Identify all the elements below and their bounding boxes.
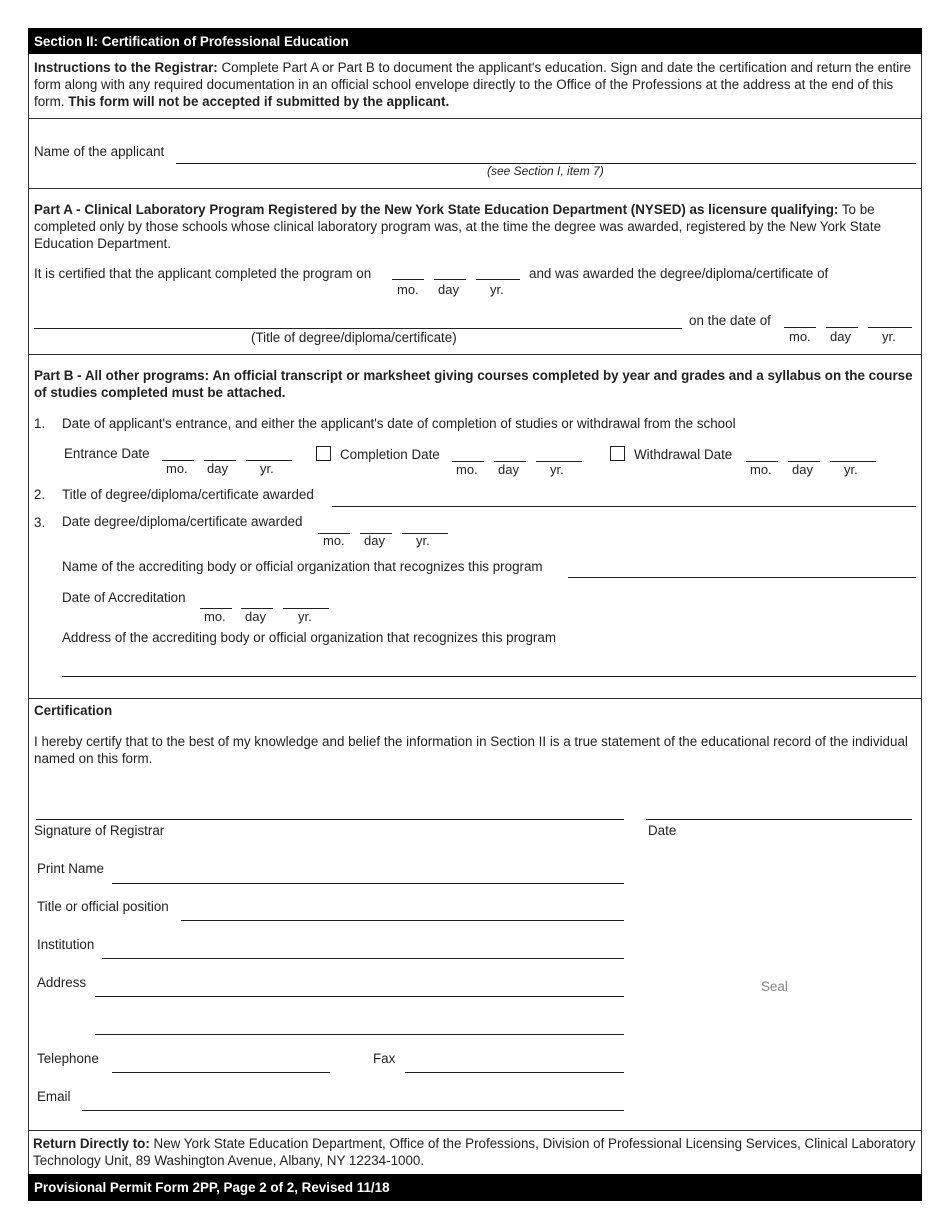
print-name-field[interactable]: [112, 883, 624, 884]
part-b-item2-text: Title of degree/diploma/certificate awarded: [62, 487, 314, 502]
item-number: 2.: [34, 487, 46, 502]
print-name-label: Print Name: [37, 861, 104, 876]
part-a-certified-text: It is certified that the applicant completed the program on: [34, 266, 372, 281]
divider: [28, 354, 922, 355]
certification-heading: Certification: [34, 703, 113, 718]
title-position-field[interactable]: [181, 920, 624, 921]
item-number: 1.: [34, 416, 46, 431]
accrediting-body-label: Name of the accrediting body or official organization that recognizes this program: [62, 559, 543, 574]
address-field-line1[interactable]: [95, 996, 624, 997]
divider: [28, 698, 922, 699]
day-caption: day: [830, 329, 851, 344]
instructions-text: [34, 59, 914, 110]
day-caption: day: [498, 462, 519, 477]
day-caption: day: [245, 609, 266, 624]
yr-caption: yr.: [882, 329, 896, 344]
yr-caption: yr.: [490, 282, 504, 297]
footer-bar: Provisional Permit Form 2PP, Page 2 of 2, Revised 11/18: [28, 1174, 922, 1201]
part-b-heading: Part B - All other programs: An official transcript or marksheet giving courses completed by year and grades and a syllabus on the course of studies completed must be attached.: [34, 368, 913, 400]
accrediting-address-field[interactable]: [62, 676, 916, 677]
completion-date-label: Completion Date: [340, 447, 440, 462]
mo-caption: mo.: [204, 609, 226, 624]
applicant-name-hint: (see Section I, item 7): [487, 164, 604, 178]
part-a-on-date-label: on the date of: [689, 313, 771, 328]
day-caption: day: [364, 533, 385, 548]
part-b-item1-text: Date of applicant's entrance, and either the applicant's date of completion of studies or withdrawal from the school: [62, 416, 736, 431]
address-field-line2[interactable]: [95, 1034, 624, 1035]
instructions-lead: Instructions to the Registrar:: [34, 60, 218, 75]
accreditation-date-label: Date of Accreditation: [62, 590, 186, 605]
part-a-completion-yr-field[interactable]: [476, 279, 520, 280]
mo-caption: mo.: [166, 461, 188, 476]
degree-title-field[interactable]: [332, 506, 916, 507]
seal-placeholder: Seal: [761, 979, 788, 994]
day-caption: day: [438, 282, 459, 297]
yr-caption: yr.: [550, 462, 564, 477]
part-a-awarded-text: and was awarded the degree/diploma/certificate of: [529, 266, 829, 281]
instructions-warning: This form will not be accepted if submitted by the applicant.: [68, 94, 450, 109]
day-caption: day: [207, 461, 228, 476]
day-caption: day: [792, 462, 813, 477]
applicant-name-label: Name of the applicant: [34, 144, 165, 159]
part-a-title-caption: (Title of degree/diploma/certificate): [251, 330, 457, 345]
part-a-completion-day-field[interactable]: [434, 279, 466, 280]
divider: [28, 188, 922, 189]
yr-caption: yr.: [298, 609, 312, 624]
certification-statement: I hereby certify that to the best of my knowledge and belief the information in Section II is a true statement of the educational record of the individual named on this form.: [34, 734, 908, 766]
yr-caption: yr.: [260, 461, 274, 476]
item-number: 3.: [34, 515, 46, 530]
return-address: [33, 1135, 917, 1169]
institution-field[interactable]: [102, 958, 624, 959]
date-field[interactable]: [646, 819, 912, 820]
mo-caption: mo.: [323, 533, 345, 548]
return-body: New York State Education Department, Office of the Professions, Division of Professional Licensing Services, Clinical Laboratory Technology Unit, 89 Washington Avenue, Albany, NY 12234-1000.: [33, 1136, 916, 1168]
part-b-item3-text: Date degree/diploma/certificate awarded: [62, 514, 303, 529]
telephone-label: Telephone: [37, 1051, 99, 1066]
part-a-heading: [34, 201, 914, 252]
title-position-label: Title or official position: [37, 899, 169, 914]
institution-label: Institution: [37, 937, 95, 952]
accrediting-body-field[interactable]: [568, 577, 916, 578]
mo-caption: mo.: [750, 462, 772, 477]
instructions-body: Complete Part A or Part B to document the applicant's education. Sign and date the certification and return the entire form along with any required documentation in an official school envelope directly to the Office of the Professions at the address at the end of this form.: [34, 60, 912, 109]
part-a-completion-mo-field[interactable]: [392, 279, 424, 280]
yr-caption: yr.: [416, 533, 430, 548]
fax-label: Fax: [373, 1051, 396, 1066]
completion-checkbox[interactable]: [316, 446, 331, 461]
divider: [28, 118, 922, 119]
withdrawal-date-label: Withdrawal Date: [634, 447, 733, 462]
mo-caption: mo.: [456, 462, 478, 477]
date-label: Date: [648, 823, 677, 838]
part-a-lead: Part A - Clinical Laboratory Program Registered by the New York State Education Department (NYSED) as licensure qualifying:: [34, 202, 839, 217]
entrance-date-label: Entrance Date: [64, 446, 150, 461]
accrediting-address-label: Address of the accrediting body or official organization that recognizes this program: [62, 630, 556, 645]
signature-field[interactable]: [36, 819, 624, 820]
divider: [28, 1130, 922, 1131]
email-label: Email: [37, 1089, 71, 1104]
mo-caption: mo.: [789, 329, 811, 344]
signature-label: Signature of Registrar: [34, 823, 165, 838]
yr-caption: yr.: [844, 462, 858, 477]
email-field[interactable]: [82, 1110, 624, 1111]
return-lead: Return Directly to:: [33, 1136, 150, 1151]
withdrawal-checkbox[interactable]: [610, 446, 625, 461]
mo-caption: mo.: [397, 282, 419, 297]
address-label: Address: [37, 975, 87, 990]
telephone-field[interactable]: [112, 1072, 330, 1073]
section-header: Section II: Certification of Professional Education: [28, 28, 922, 54]
part-a-body: To be completed only by those schools whose clinical laboratory program was, at the time the degree was awarded, registered by the New York State Education Department.: [34, 202, 882, 251]
fax-field[interactable]: [405, 1072, 624, 1073]
